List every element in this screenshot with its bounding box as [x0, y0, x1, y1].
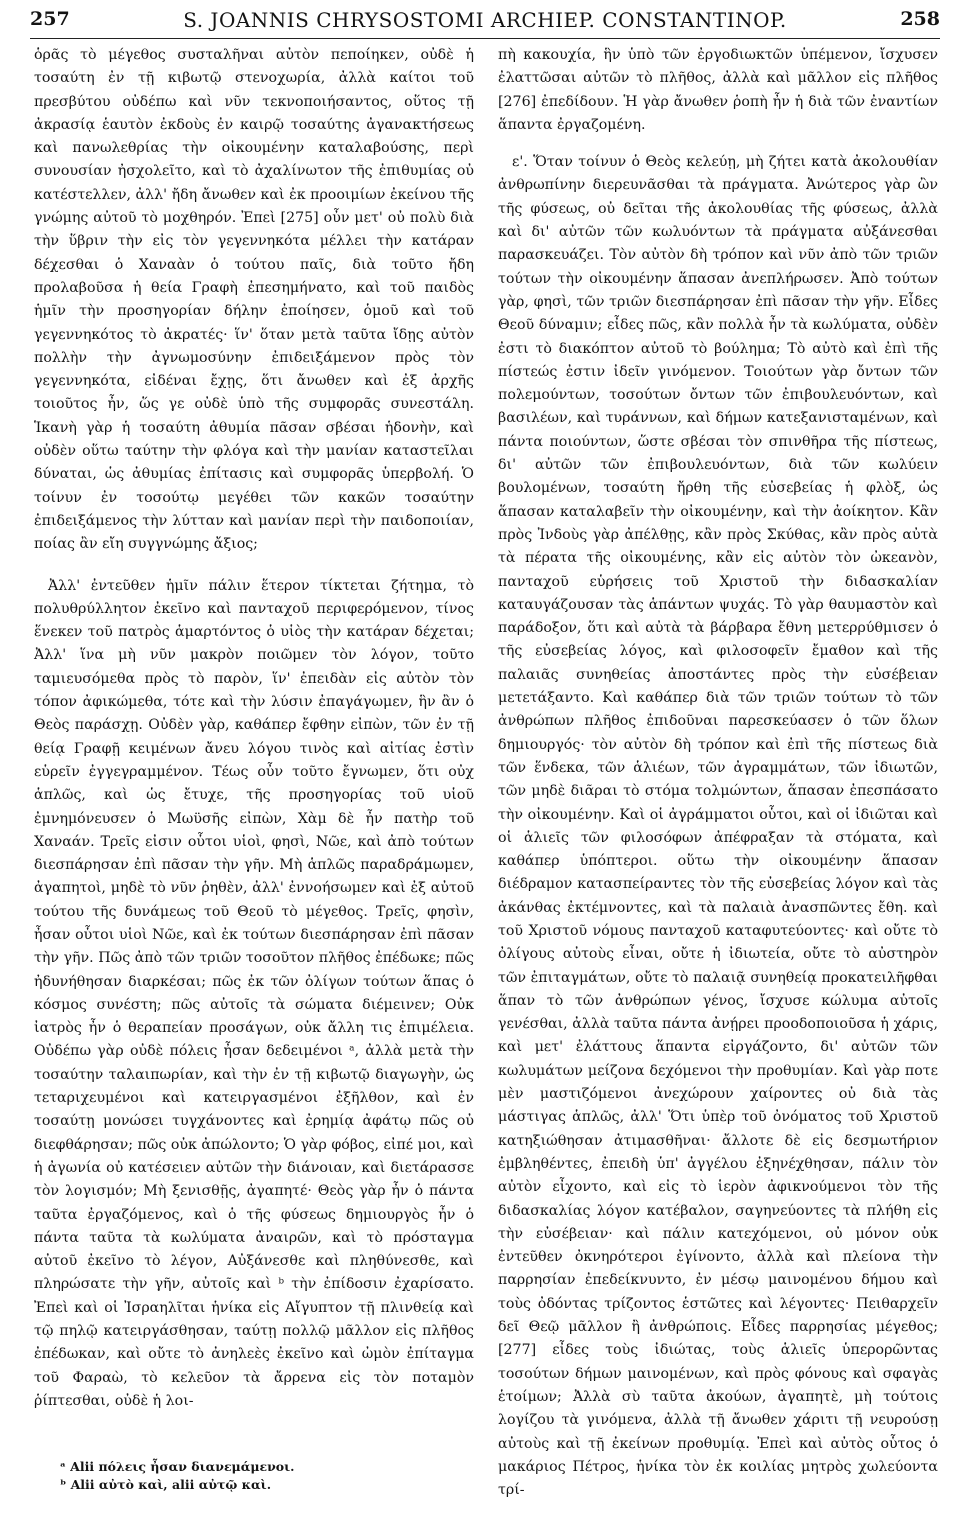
left-column	[34, 44, 474, 1413]
page-number-right: 258	[900, 8, 940, 30]
right-paragraph-2: ε'. Ὅταν τοίνυν ὁ Θεὸς κελεύῃ, μὴ ζήτει κατὰ ἀκολουθίαν ἀνθρωπίνην διερευνᾶσθαι τὰ πράγματα. Ἀνώτερος γὰρ ὢν τῆς φύσεως, οὐ δεῖται τῆς ἀκολουθίας τῆς φύσεως, ἀλλὰ καὶ δι' αὐτῶν τῶν κωλυόντων τὰ πράγματα αὐξάνεσθαι παρασκευάζει. Τὸν αὐτὸν δὴ τρόπον καὶ νῦν ἀπὸ τῶν τριῶν τούτων τὴν οἰκουμένην ἅπασαν ἀνεπλήρωσεν. Ἀπὸ τούτων γὰρ, φησὶ, τῶν τριῶν διεσπάρησαν ἐπὶ πᾶσαν τὴν γῆν. Εἶδες Θεοῦ δύναμιν; εἶδες πῶς, κἂν πολλὰ ἦν τὰ κωλύματα, οὐδὲν ἐστι τὸ διακόπτον αὐτοῦ τὸ βούλημα; Τὸ αὐτὸ καὶ ἐπὶ τῆς πίστεώς ἐστιν ἰδεῖν γινόμενον. Τοιούτων γὰρ ὄντων τῶν πολεμούντων, τοσούτων ὄντων τῶν ἐπιβουλευόντων, καὶ βασιλέων, καὶ τυράννων, καὶ δήμων κατεξανισταμένων, καὶ πάντα ποιούντων, ὥστε σβέσαι τὸν σπινθῆρα τῆς πίστεως, δι' αὐτῶν τῶν ἐπιβουλευόντων, διὰ τῶν κωλύειν βουλομένων, τοσαύτη ἤρθη τῆς εὐσεβείας ἡ φλὸξ, ὡς ἅπασαν καταλαβεῖν τὴν οἰκουμένην, καὶ τὴν ἀοίκητον. Κἂν πρὸς Ἰνδοὺς γὰρ ἀπέλθῃς, κἂν πρὸς Σκύθας, κἂν πρὸς αὐτὰ τὰ πέρατα τῆς οἰκουμένης, κἂν εἰς αὐτὸν τὸν ὠκεανὸν, πανταχοῦ εὑρήσεις τοῦ Χριστοῦ τὴν διδασκαλίαν καταυγάζουσαν τὰς ἁπάντων ψυχάς. Τὸ γὰρ θαυμαστὸν καὶ παράδοξον, ὅτι καὶ αὐτὰ τὰ βάρβαρα ἔθνη μετερρύθμισεν ὁ τῆς εὐσεβείας λόγος, καὶ φιλοσοφεῖν ἔμαθον καὶ τῆς παλαιᾶς συνηθείας ἀποστάντες πρὸς τὴν εὐσέβειαν μετετάξαντο. Καὶ καθάπερ διὰ τῶν τριῶν τούτων τὸ τῶν ἀνθρώπων πλῆθος ἐπιδοῦναι παρεσκεύασεν ὁ τῶν ὅλων δημιουργός· τὸν αὐτὸν δὴ τρόπον καὶ ἐπὶ τῆς πίστεως διὰ τῶν ἕνδεκα, τῶν ἁλιέων, τῶν ἀγραμμάτων, τῶν ἰδιωτῶν, τῶν μηδὲ διᾶραι τὸ στόμα τολμώντων, ἅπασαν ἐπεσπάσατο τὴν οἰκουμένην. Καὶ οἱ ἀγράμματοι οὗτοι, καὶ οἱ ἰδιῶται καὶ οἱ ἁλιεῖς τῶν φιλοσόφων ἀπέφραξαν τὰ στόματα, καὶ καθάπερ ὑπόπτεροι. οὕτω τὴν οἰκουμένην ἅπασαν διέδραμον κατασπείραντες τὸν τῆς εὐσεβείας λόγον καὶ τὰς ἀκάνθας ἐκτέμνοντες, καὶ τὰ παλαιὰ ἀνασπῶντες ἔθη. καὶ τοῦ Χριστοῦ νόμους πανταχοῦ καταφυτεύοντες· καὶ οὔτε τὸ ὀλίγους αὐτοὺς εἶναι, οὔτε ἡ ἰδιωτεία, οὔτε τὸ αὐστηρὸν τῶν ἐπιταγμάτων, οὔτε τὸ παλαιᾷ συνηθείᾳ προκατειλῆφθαι ἅπαν τὸ τῶν ἀνθρώπων γένος, ἴσχυσε κώλυμα αὐτοῖς γενέσθαι, ἀλλὰ ταῦτα πάντα ἀνῄρει προοδοποιοῦσα ἡ χάρις, καὶ μετ' ἐλάττους ἅπαντα εἰργάζοντο, δι' αὐτῶν τῶν κωλυμάτων μείζονα δεχόμενοι τὴν προθυμίαν. Καὶ γὰρ ποτε μὲν μαστιζόμενοι ἀνεχώρουν χαίροντες οὐ διὰ τὰς μάστιγας ἁπλῶς, ἀλλ' Ὅτι ὑπὲρ τοῦ ὀνόματος τοῦ Χριστοῦ κατηξιώθησαν ἀτιμασθῆναι· ἄλλοτε δὲ εἰς δεσμωτήριον ἐμβληθέντες, ἐπειδὴ ὑπ' ἀγγέλου ἐξηνέχθησαν, πάλιν τὸν αὐτὸν εἶχοντο, καὶ εἰς τὸ ἱερὸν ἀφικνούμενοι τὸν τῆς διδασκαλίας λόγον κατέβαλον, σαγηνεύοντες τὰ πλήθη εἰς τὴν εὐσέβειαν· καὶ πάλιν κατεχόμενοι, οὐ μόνον οὐκ ἐντεῦθεν ὀκνηρότεροι ἐγίνοντο, ἀλλὰ καὶ πλείονα τὴν παρρησίαν ἐπεδείκνυντο, ἐν μέσῳ μαινομένου δήμου καὶ τοὺς ὀδόντας τρίζοντος ἑστῶτες καὶ λέγοντες· Πειθαρχεῖν δεῖ Θεῷ μᾶλλον ἢ ἀνθρώποις. Εἶδες παρρησίας μέγεθος; [277] εἶδες τοὺς ἰδιώτας, τοὺς ἁλιεῖς ὑπερορῶντας τοσούτων δήμων μαινομένων, καὶ πρὸς φόνους καὶ σφαγὰς ἑτοίμων; Ἀλλὰ σὺ ταῦτα ἀκούων, ἀγαπητὲ, μὴ τούτοις λογίζου τὰ γινόμενα, ἀλλὰ τῇ ἄνωθεν χάριτι τῇ νευρούσῃ αὐτοὺς καὶ τῇ ἐκείνων προθυμίᾳ. Ἐπεὶ καὶ αὐτὸς οὗτος ὁ μακάριος Πέτρος, ἡνίκα τὸν ἐκ κοιλίας μητρὸς χωλεύοντα τρί-	[498, 154, 938, 1499]
header-rule	[30, 38, 940, 39]
footnote-a: ᵃ Alii πόλεις ἦσαν διανεμάμενοι.	[60, 1459, 295, 1474]
footnote-b: ᵇ Alii αὐτὸ καὶ, alii αὐτῷ καὶ.	[60, 1477, 272, 1492]
footnotes	[60, 1458, 460, 1494]
left-paragraph-2: Ἀλλ' ἐντεῦθεν ἡμῖν πάλιν ἕτερον τίκτεται ζήτημα, τὸ πολυθρύλλητον ἐκεῖνο καὶ πανταχοῦ περιφερόμενον, τίνος ἕνεκεν τοῦ πατρὸς ἁμαρτόντος ὁ υἱὸς τὴν κατάραν δέχεται; Ἀλλ' ἵνα μὴ νῦν μακρὸν ποιῶμεν τὸν λόγον, τοῦτο ταμιευσόμεθα πρὸς τὸ παρὸν, ἵν' ἐπειδὰν εἰς αὐτὸν τὸν τόπον ἀφικώμεθα, τότε καὶ τὴν λύσιν ἐπαγάγωμεν, ἣν ἂν ὁ Θεὸς παράσχῃ. Οὐδὲν γὰρ, καθάπερ ἔφθην εἰπὼν, τῶν ἐν τῇ θείᾳ Γραφῇ κειμένων ἄνευ λόγου τινὸς καὶ αἰτίας ἐστὶν εὑρεῖν ἐγγεγραμμένον. Τέως οὖν τοῦτο ἔγνωμεν, ὅτι οὐχ ἁπλῶς, καὶ ὡς ἔτυχε, τῆς προσηγορίας τοῦ υἱοῦ ἐμνημόνευσεν ὁ Μωϋσῆς εἰπὼν, Χὰμ δὲ ἦν πατὴρ τοῦ Χαναάν. Τρεῖς εἰσιν οὗτοι υἱοὶ, φησὶ, Νῶε, καὶ ἀπὸ τούτων διεσπάρησαν ἐπὶ πᾶσαν τὴν γῆν. Μὴ ἁπλῶς παραδράμωμεν, ἀγαπητοὶ, μηδὲ τὸ νῦν ῥηθὲν, ἀλλ' ἐννοήσωμεν καὶ ἐξ αὐτοῦ τούτου τῆς δυνάμεως τοῦ Θεοῦ τὸ μέγεθος. Τρεῖς, φησὶν, ἦσαν οὗτοι υἱοὶ Νῶε, καὶ ἐκ τούτων διεσπάρησαν ἐπὶ πᾶσαν τὴν γῆν. Πῶς ἀπὸ τῶν τριῶν τοσοῦτον πλῆθος ἐπέδωκε; πῶς ἠδυνήθησαν διαρκέσαι; πῶς ἐκ τῶν ὀλίγων τούτων ἅπας ὁ κόσμος συνέστη; πῶς αὐτοῖς τὰ σώματα διέμεινεν; Οὐκ ἰατρὸς ἦν ὁ θεραπείαν προσάγων, οὐκ ἄλλη τις ἐπιμέλεια. Οὐδέπω γὰρ οὐδὲ πόλεις ἦσαν δεδειμένοι ᵃ, ἀλλὰ μετὰ τὴν τοσαύτην ταλαιπωρίαν, καὶ τὴν ἐν τῇ κιβωτῷ διαγωγὴν, ὡς τεταριχευμένοι καὶ κατειργασμένοι ἐξῆλθον, καὶ ἐν τοσαύτῃ μονώσει τυγχάνοντες καὶ ἐρημίᾳ ἀφάτῳ πῶς οὐ διεφθάρησαν; πῶς οὐκ ἀπώλοντο; Ὁ γὰρ φόβος, εἰπέ μοι, καὶ ἡ ἀγωνία οὐ κατέσειεν αὐτῶν τὴν διάνοιαν, καὶ διετάρασσε τὸν λογισμόν; Μὴ ξενισθῇς, ἀγαπητέ· Θεὸς γὰρ ἦν ὁ πάντα ταῦτα ἐργαζόμενος, καὶ ὁ τῆς φύσεως δημιουργὸς ἦν ὁ πάντα ταῦτα τὰ κωλύματα ἀναιρῶν, καὶ τὸ πρόσταγμα αὐτοῦ ἐκεῖνο τὸ λέγον, Αὐξάνεσθε καὶ πληθύνεσθε, καὶ πληρώσατε τὴν γῆν, αὐτοῖς καὶ ᵇ τὴν ἐπίδοσιν ἐχαρίσατο. Ἐπεὶ καὶ οἱ Ἰσραηλῖται ἡνίκα εἰς Αἴγυπτον τῇ πλινθείᾳ καὶ τῷ πηλῷ κατειργάσθησαν, ταύτῃ πολλῷ μᾶλλον εἰς πλῆθος ἐπέδωκαν, καὶ οὔτε τὸ ἀνηλεὲς ἐκεῖνο καὶ ὠμὸν ἐπίταγμα τοῦ Φαραὼ, τὸ κελεῦον τὰ ἄρρενα εἰς τὸν ποταμὸν ῥίπτεσθαι, οὐδὲ ἡ λοι-	[34, 577, 474, 1409]
right-paragraph-1: πὴ κακουχία, ἣν ὑπὸ τῶν ἐργοδιωκτῶν ὑπέμενον, ἴσχυσεν ἐλαττῶσαι αὐτῶν τὸ πλῆθος, ἀλλὰ καὶ μᾶλλον εἰς πλῆθος [276] ἐπεδίδουν. Ἡ γὰρ ἄνωθεν ῥοπὴ ἦν ἡ διὰ τῶν ἐναντίων ἅπαντα ἐργαζομένη.	[498, 47, 938, 133]
running-header	[30, 6, 940, 36]
page-number-left: 257	[30, 8, 70, 30]
left-paragraph-1: ὁρᾶς τὸ μέγεθος συσταλῆναι αὐτὸν πεποίηκεν, οὐδὲ ἡ τοσαύτη ἐν τῇ κιβωτῷ στενοχωρία, ἀλλὰ καίτοι τοῦ πρεσβύτου οὐδέπω καὶ νῦν τεκνοποιήσαντος, οὕτος τῇ ἀκρασίᾳ ἑαυτὸν ἐκδοὺς ἐν καιρῷ τοσαύτης ἀγανακτήσεως καὶ πανωλεθρίας τὴν οἰκουμένην καταλαβούσης, περὶ συνουσίαν ἠσχολεῖτο, καὶ τὸ ἀχαλίνωτον τῆς ἐπιθυμίας οὐ κατέστελλεν, ἀλλ' ἤδη ἄνωθεν καὶ ἐκ προοιμίων ἐκείνου τῆς γνώμης αὐτοῦ τὸ μοχθηρόν. Ἐπεὶ [275] οὖν μετ' οὐ πολὺ διὰ τὴν ὕβριν τὴν εἰς τὸν γεγεννηκότα μέλλει τὴν κατάραν δέχεσθαι ὁ Χαναὰν ὁ τούτου παῖς, διὰ τοῦτο ἤδη προλαβοῦσα ἡ θεία Γραφὴ ἐπεσημήνατο, καὶ τοῦ παιδὸς ἡμῖν τὴν προσηγορίαν δήλην ἐποίησεν, ὁμοῦ καὶ τοῦ γεγεννηκότος τὸ ἀκρατές· ἵν' ὅταν μετὰ ταῦτα ἴδῃς αὐτὸν πολλὴν τὴν ἀγνωμοσύνην ἐπιδειξάμενον πρὸς τὸν γεγεννηκότα, εἰδέναι ἔχῃς, ὅτι ἄνωθεν καὶ ἐξ ἀρχῆς τοιοῦτος ἦν, ὥς γε οὐδὲ ὑπὸ τῆς συμφορᾶς συνεστάλη. Ἱκανὴ γὰρ ἡ τοσαύτη ἀθυμία πᾶσαν σβέσαι ἡδονὴν, καὶ οὐδὲν οὕτω ταύτην τὴν φλόγα καὶ τὴν μανίαν καταστεῖλαι δύναται, ὡς ἀθυμίας ἐπίτασις καὶ συμφορᾶς ὑπερβολή. Ὁ τοίνυν ἐν τοσούτῳ μεγέθει τῶν κακῶν τοσαύτην ἐπιδειξάμενος τὴν λύτταν καὶ μανίαν περὶ τὴν παιδοποιίαν, ποίας ἂν εἴη συγγνώμης ἄξιος;	[34, 47, 474, 553]
running-title: S. JOANNIS CHRYSOSTOMI ARCHIEP. CONSTANTINOP.	[183, 8, 787, 32]
right-column	[498, 44, 938, 1502]
